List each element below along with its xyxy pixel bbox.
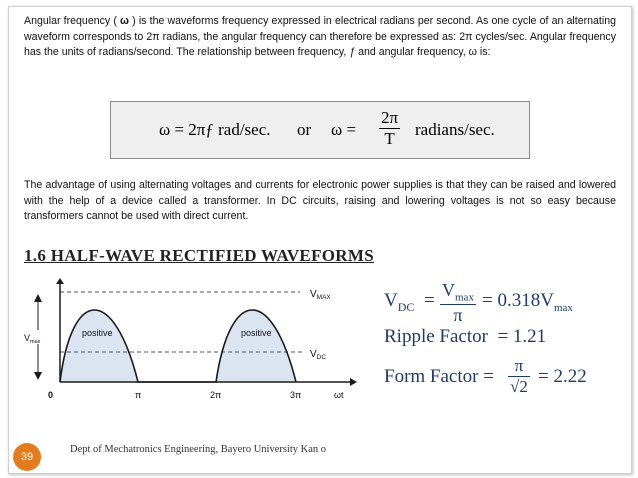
angular-frequency-formula xyxy=(111,102,529,158)
half-wave-waveform-diagram xyxy=(20,278,360,406)
formula-left: ω = 2πƒ rad/sec. xyxy=(159,120,271,139)
slide-number-badge: 39 xyxy=(13,443,41,471)
x-axis-arrow xyxy=(350,378,357,386)
paragraph1-text-a: Angular frequency ( xyxy=(24,15,121,27)
positive-label-2: positive xyxy=(241,328,272,338)
vdc-equals: = xyxy=(424,290,435,311)
form-lhs: Form Factor = xyxy=(384,366,494,387)
vdc-numerator: $V_{max}$ xyxy=(442,280,474,304)
omega-symbol: ω xyxy=(120,15,129,27)
formula-right-lhs: ω = xyxy=(331,120,357,139)
tick-label-0: 0 xyxy=(48,390,54,400)
formula-box xyxy=(110,101,530,159)
formula-unit: radians/sec. xyxy=(415,120,495,139)
vmax-left-arrow-top xyxy=(34,294,42,302)
tick-label-pi: π xyxy=(135,390,142,400)
tick-label-omega-t: ωt xyxy=(334,390,344,400)
formula-denominator: T xyxy=(384,129,395,148)
tick-label-2pi: 2π xyxy=(210,390,222,400)
y-axis-arrow xyxy=(56,278,64,284)
tick-label-3pi: 3π xyxy=(290,390,302,400)
formula-or: or xyxy=(297,120,312,139)
vmax-label: $V_{MAX}$ xyxy=(310,289,331,301)
paragraph1-text-b: ) is the waveforms frequency expressed in electrical radians per second. As one cycle of an alternating waveform corresponds to 2π radians, the angular frequency can therefore be expressed as: 2π cycles/sec. Angular frequency has the units of radians/second. The relationship between frequency, xyxy=(24,15,616,58)
ripple-factor-equation: Ripple Factor = 1.21 xyxy=(384,326,547,347)
vdc-denominator: π xyxy=(453,304,463,325)
section-heading: 1.6 HALF-WAVE RECTIFIED WAVEFORMS xyxy=(24,246,374,265)
transformer-paragraph: The advantage of using alternating voltages and currents for electronic power supplies is that they can be raised and lowered with the help of a device called a transformer. In DC circuits, raising and lowering voltages is not so easy because transformers cannot be used with direct current. xyxy=(24,179,616,222)
positive-label-1: positive xyxy=(82,328,113,338)
vmax-left-arrow-bottom xyxy=(34,372,42,380)
form-factor-equation xyxy=(384,356,624,406)
vmax-left-label: $V_{max}$ xyxy=(24,333,41,345)
angular-frequency-paragraph xyxy=(24,14,616,61)
vdc-label: $V_{DC}$ xyxy=(310,349,327,361)
footer-text: Dept of Mechatronics Engineering, Bayero University Kan o xyxy=(70,444,327,455)
form-rhs: = 2.22 xyxy=(538,366,587,387)
vdc-equation xyxy=(384,282,624,326)
formula-fraction xyxy=(379,108,400,149)
form-denominator: √2 xyxy=(510,377,528,396)
frequency-symbol: ƒ xyxy=(349,46,356,58)
paragraph1-text-c: and angular frequency, ω is: xyxy=(355,46,491,58)
formula-numerator: 2π xyxy=(381,108,399,127)
form-fraction xyxy=(508,356,530,397)
vdc-lhs: $V_{DC}$ xyxy=(384,290,415,314)
form-numerator: π xyxy=(508,356,530,377)
vdc-fraction xyxy=(440,280,476,326)
vdc-rhs: = $0.318V_{max}$ xyxy=(482,290,573,314)
